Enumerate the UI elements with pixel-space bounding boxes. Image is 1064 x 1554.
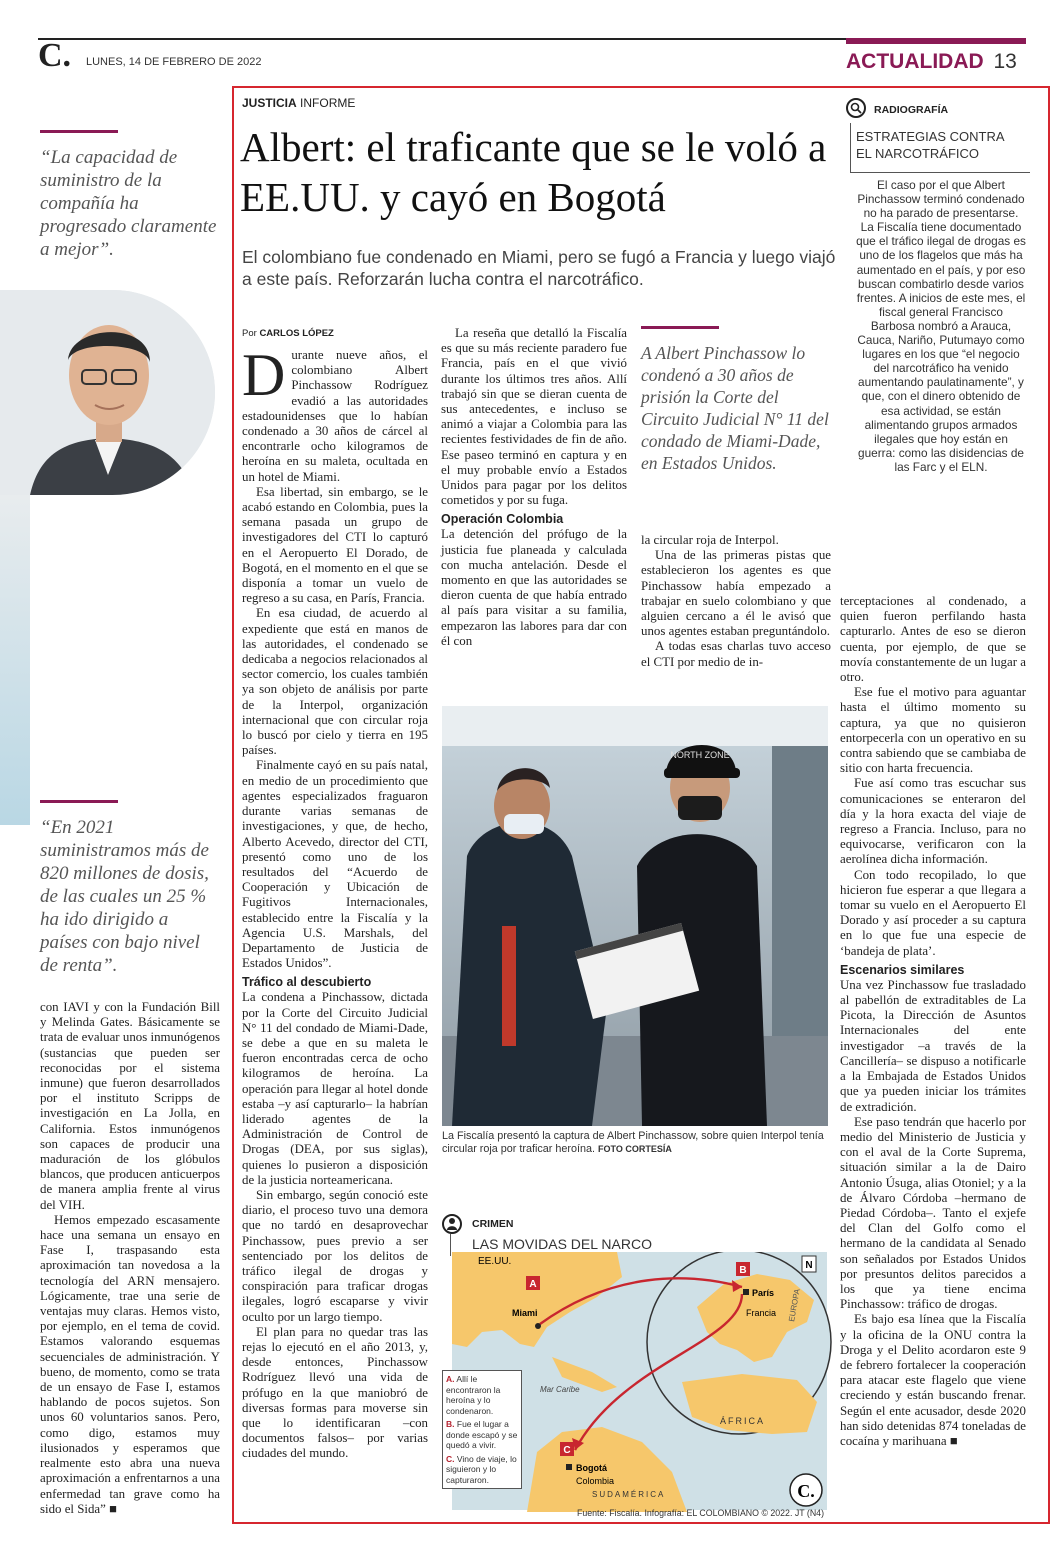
col1-paragraph-3: Finalmente cayó en su país natal, en medio de un procedimiento que agentes especializados fraguaron durante varias semanas de investigaciones, y que, de hecho, Alberto Acevedo, director del CTI, presentó como uno de los resultados del “Acuerdo de Cooperación y Ubicación de Fugitivos Internacionales, establecido entre la Fiscalía y la Agencia U.S. Marshals, del Departamento de Justicia de Estados Unidos”. [242,758,428,971]
photo-caption [442,1130,832,1156]
section-bar [846,38,1026,44]
map-infographic [442,1212,832,1522]
label-europa: EUROPA [787,1288,802,1323]
article-column-3 [641,533,831,670]
radiografia-text: El caso por el que Albert Pinchassow terminó condenado no ha parado de presentarse. La Fiscalía tiene documentado que el tráfico ilegal de drogas es uno de los flagelos que más ha aumentado en el país, y por eso buscan combatirlo desde varios frentes. A inicios de este mes, el fiscal general Francisco Barbosa nombró a Arauca, Cauca, Nariño, Putumayo como lugares en los que “el negocio del narcotráfico ha venido aumentando paulatinamente”, y que, con el dinero obtenido de esa actividad, se están alimentando grupos armados ilegales que hoy están en guerra: como las disidencias de las Farc y el ELN. [856,178,1026,474]
article-kicker [242,96,355,110]
map-label: CRIMEN [472,1218,514,1230]
col4b-paragraph-2: Ese paso tendrán que hacerlo por medio del Ministerio de Justicia y con el aval de la Corte Suprema, situación similar a la de Dairo Antonio Úsuga, alias Otoniel; y a la de Álvaro Córdoba –hermano de Piedad Córdoba–. Tanto el exjefe del Clan del Golfo como el hermano de la candidata al Senado son señalados por Estados Unidos por presuntos delitos parecidos a los que ya tiene encima Pinchassow: tráfico de drogas. [840,1114,1026,1312]
col1-paragraph-1: Esa libertad, sin embargo, se le acabó estando en Colombia, pues la semana pasada un grupo de investigadores del CTI lo capturó en el Aeropuerto El Dorado, de Bogotá, en el momento en el que se disponía a tomar un vuelo de regreso a su casa, en París, Francia. [242,484,428,606]
byline [242,328,334,339]
lead-paragraph [242,342,428,485]
subhead-escenarios: Escenarios similares [840,962,965,977]
label-africa: ÁFRICA [720,1416,766,1426]
person-icon [442,1214,462,1234]
section-label: ACTUALIDAD [846,50,984,73]
bogota-dot [566,1464,572,1470]
marker-a: A [529,1279,537,1290]
article-column-2 [441,326,627,649]
col1b-paragraph-1: La condena a Pinchassow, dictada por la Corte del Circuito Judicial N° 11 del condado de Miami-Dade, se debe a que en su maleta le fueron encontradas cerca de ocho kilogramos de heroína. La operación para llegar al hotel donde estaba –y así capturarlo– la habrían liderado agentes de la Administración de Control de Drogas (DEA, por sus siglas), quienes lo pusieron a disposición de la justicia norteamericana. [242,990,428,1187]
col1b-paragraph-2: Sin embargo, según conoció este diario, el proceso tuvo una demora que no tardó en desaprovechar Pinchassow, pues previo a ser sentenciado por los delitos de tráfico ilegal de drogas y conspiración para traficar drogas ilegales, logró escaparse y vivir oculto por un largo tiempo. [242,1187,428,1324]
pullquote: A Albert Pinchassow lo condenó a 30 años de prisión la Corte del Circuito Judicial N° 11 del condado de Miami-Dade, en Estados Unidos. [641,343,829,473]
subhead-operacion: Operación Colombia [441,512,564,527]
lead-text: urante nueve años, el colombiano Albert Pinchassow Rodríguez evadió a las autoridades estadounidenses que lo habían condenado a 30 años de cárcel al encontrarle ocho kilogramos de heroína en su maleta, ocultada en un hotel de Miami. [242,348,428,484]
radiografia-label: RADIOGRAFÍA [874,104,949,116]
interviewee-photo [0,290,215,495]
capture-photo-illustration [442,706,828,1126]
col3-paragraph-2: A todas esas charlas tuvo acceso el CTI por medio de in- [641,639,831,669]
article-deck: El colombiano fue condenado en Miami, pero se fugó a Francia y luego viajó a este país. Reforzarán lucha contra el narcotráfico. [242,247,836,289]
col4-paragraph-2: Fue así como tras escuchar sus comunicaciones se enteraron del día y la hora exacta del viaje de regreso a Francia. Incluso, para no equivocarse, verificaron con la aerolínea dicha información. [840,776,1026,867]
col4-paragraph-1: Ese fue el motivo para aguantar hasta el último momento su captura, ya que no quisieron entorpecerla con un operativo en su contra sabiendo que se cambiaba de sitio con harta frecuencia. [840,685,1026,776]
col4b-paragraph-1: Una vez Pinchassow fue trasladado al pabellón de extraditables de La Picota, la Dirección de Asuntos Internacionales del ente investigador –a través de la Cancillería– se dispuso a notificarle a la Embajada de Estados Unidos que ya pueden iniciar los trámites de extradición. [840,977,1026,1114]
sidebar-quote-1: “La capacidad de suministro de la compañía ha progresado claramente a mejor”. [40,147,217,260]
capture-photo [442,706,828,1126]
legend-a: A. Allí le encontraron la heroína y lo condenaron. [446,1374,501,1416]
legend-b: B. Fue el lugar a donde escapó y se quedó a vivir. [446,1419,518,1450]
header-logo: C. [38,37,72,74]
photo-credit: FOTO CORTESÍA [598,1144,672,1154]
kicker-bold: JUSTICIA [242,96,297,110]
col1b-paragraph-3: El plan para no quedar tras las rejas lo ejecutó en el año 2013, y, desde entonces, Pinchassow Rodríguez llevó una vida de prófugo en la que maniobró de diversas formas para moverse sin que lo identificaran –con documentos falsos– por varias ciudades del mundo. [242,1324,428,1461]
pullquote-rule [641,326,719,329]
sidebar-paragraph-1: con IAVI y con la Fundación Bill y Melinda Gates. Básicamente se trata de evaluar unos inmunógenos (sustancias que pueden ser reconocidas por el sistema inmune) que fueron desarrollados por el instituto Scripps de investigación en La Jolla, en California. Estos inmunógenos son capaces de producir una maduración de los glóbulos blancos, que producen anticuerpos de manera amplia frente al virus del VIH. [40,1000,220,1212]
sidebar-quote-2: “En 2021 suministramos más de 820 millones de dosis, de las cuales un 25 % ha ido dirigido a países con bajo nivel de renta”. [40,817,209,976]
north-arrow-icon: N [805,1260,813,1271]
caption-text: La Fiscalía presentó la captura de Albert Pinchassow, sobre quien Interpol tenía circular roja por traficar heroína. [442,1130,824,1155]
quote2-rule [40,800,118,803]
byline-name: CARLOS LÓPEZ [259,328,334,339]
radiografia-title: ESTRATEGIAS CONTRA EL NARCOTRÁFICO [856,129,1004,161]
article-column-1 [242,342,428,1462]
col3-paragraph-1: Una de las primeras pistas que establecieron los agentes es que Pinchassow había empezado a trabajar en suelo colombiano y que alguien cercano a él le avisó que unos agentes estaban preguntándolo. [641,548,831,639]
quote1-rule [40,130,118,133]
sidebar-paragraph-2: Hemos empezado escasamente hace una semana un ensayo en Fase I, traspasando esta aproximación tan novedosa a la tecnología del ARN mensajero. Lógicamente, trae una serie de ventajas muy claras. Hemos visto, por ejemplo, en el tema de covid. Estamos valorando esquemas secuenciales de administración. Y bueno, de momento, como se trata de un ensayo de Fase I, estamos hablando de pocos sujetos. Son unos 60 voluntarios sanos. Pero, como digo, estamos muy ilusionados y esperamos que realmente esto abra una nueva aproximación a enfrentarnos a una enfermedad tan grave como ha sido el Sida” ■ [40,1212,220,1516]
cap-text: NORTH ZONE [670,750,730,760]
col4-first: terceptaciones al condenado, a quien fueron perfilando hasta capturarlo. Antes de eso se dieron cuenta, por ejemplo, de que se movía constantemente de un lugar a otro. [840,594,1026,685]
article-column-4 [840,594,1026,1449]
radiografia-box [846,98,1032,564]
header-section [846,50,1017,74]
label-colombia: Colombia [576,1476,615,1486]
label-francia: Francia [746,1308,777,1318]
kicker-text: INFORME [300,96,356,110]
col1-paragraph-2: En esa ciudad, de acuerdo al expediente que está en manos de las autoridades, el condenado se dedicaba a negocios relacionados al sector comercio, los cuales también ya son objeto de análisis por parte de la Interpol, organización internacional que con circular roja lo buscó por cielo y tierra en 195 países. [242,606,428,758]
paris-dot [743,1289,749,1295]
marker-c: C [563,1445,571,1456]
subhead-trafico: Tráfico al descubierto [242,975,372,990]
sidebar-body [40,1000,220,1517]
label-miami: Miami [512,1308,538,1318]
map-title: LAS MOVIDAS DEL NARCO [472,1236,652,1252]
article-headline: Albert: el traficante que se le voló a EE.UU. y cayó en Bogotá [240,124,827,220]
col2b-paragraph: La detención del prófugo de la justicia fue planeada y calculada con mucha antelación. Desde el momento en que las autoridades se dieron cuenta de que había entrado al país para visitar a su familia, empezaron las labores para dar con él con [441,527,627,648]
portrait-illustration [0,290,215,495]
col4b-paragraph-3: Es bajo esa línea que la Fiscalía y la oficina de la ONU contra la Droga y el Delito acordaron este 9 de febrero fortalecer la cooperación para atacar este flagelo que viene creciendo y están buscando frenar. Según el ente acusador, desde 2020 han sido detenidas 874 toneladas de cocaína y marihuana ■ [840,1312,1026,1448]
byline-prefix: Por [242,328,257,339]
map-logo: C. [797,1481,815,1501]
map-legend [442,1370,522,1489]
label-paris: París [752,1288,775,1298]
marker-b: B [739,1265,747,1276]
search-icon [846,98,866,118]
col4-paragraph-3: Con todo recopilado, lo que hicieron fue esperar a que llegara a tomar su vuelo en el Aeropuerto El Dorado y así proceder a su captura en lo que fue una especie de ‘bandeja de plata’. [840,867,1026,958]
map-source: Fuente: Fiscalía. Infografía: EL COLOMBIANO © 2022. JT (N4) [576,1508,824,1518]
label-eeuu: EE.UU. [478,1256,512,1267]
header-date: LUNES, 14 DE FEBRERO DE 2022 [86,56,262,68]
legend-c: C. Vino de viaje, lo siguieron y lo capturaron. [446,1453,517,1485]
col3-first: la circular roja de Interpol. [641,533,779,547]
label-sudamerica: SUDAMÉRICA [592,1490,666,1499]
sidebar-photo-bg [0,495,30,825]
label-mar-caribe: Mar Caribe [540,1385,580,1394]
page-number: 13 [993,50,1017,73]
label-bogota: Bogotá [576,1463,607,1473]
miami-dot [535,1323,541,1329]
col2-paragraph-1: La reseña que detalló la Fiscalía es que su más reciente paradero fue Francia, país en el que vivió durante los últimos tres años. Allí trabajó sin que se dieran cuenta de sus antecedentes, e incluso se animó a viajar a Colombia para las recientes festividades de fin de año. Ese paseo terminó en captura y en el muy probable envío a Estados Unidos para pagar por los delitos cometidos y por su fuga. [441,326,627,508]
dropcap: D [242,342,286,408]
